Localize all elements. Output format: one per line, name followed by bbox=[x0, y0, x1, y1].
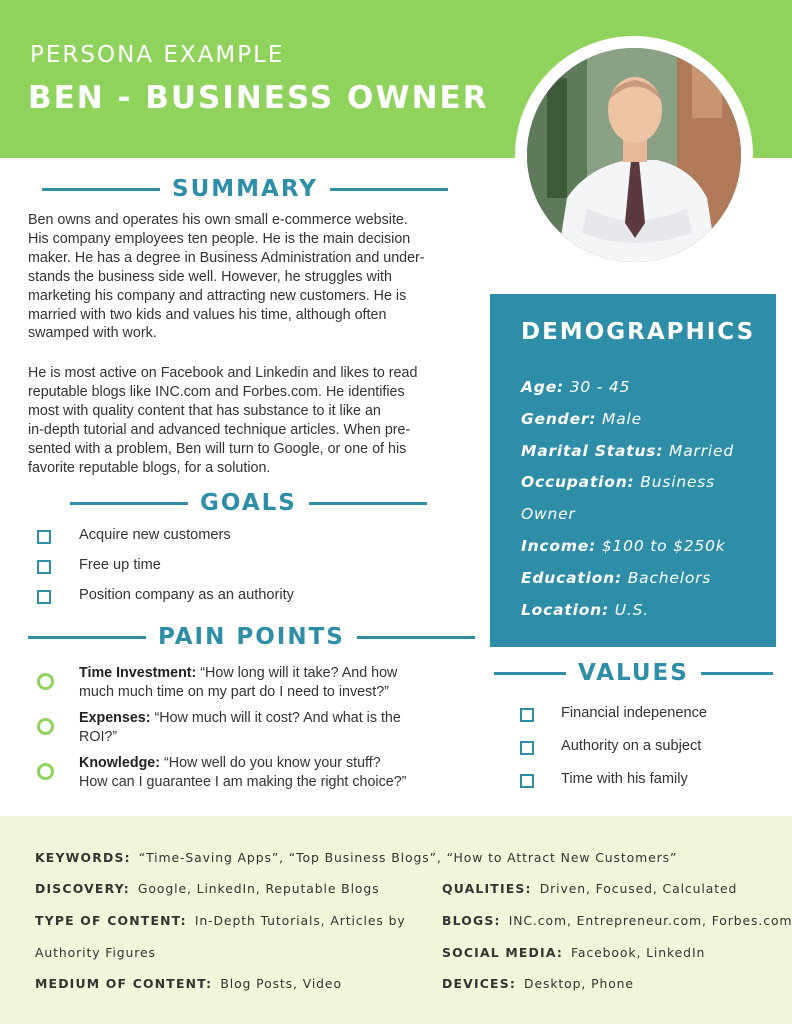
summary-heading bbox=[42, 176, 448, 202]
demographics-panel bbox=[490, 294, 776, 647]
value-item bbox=[520, 738, 780, 771]
heading-rule bbox=[357, 636, 475, 639]
footer-value: Google, LinkedIn, Reputable Blogs bbox=[137, 881, 380, 896]
summary-line: marketing his company and attracting new customers. He is bbox=[28, 287, 407, 304]
demographic-value: Married bbox=[663, 441, 734, 460]
checkbox-icon bbox=[37, 530, 51, 544]
checkbox-icon bbox=[520, 774, 534, 788]
footer-qualities bbox=[442, 881, 737, 896]
goals-list bbox=[37, 527, 457, 617]
demographic-item bbox=[521, 467, 761, 499]
goal-item bbox=[37, 587, 457, 617]
footer-value: Blog Posts, Video bbox=[220, 976, 342, 991]
demographic-key: Income: bbox=[521, 536, 597, 555]
summary-paragraph-2 bbox=[28, 364, 463, 477]
summary-heading-text: SUMMARY bbox=[172, 176, 318, 202]
value-item bbox=[520, 705, 780, 738]
persona-photo bbox=[527, 48, 741, 262]
demographic-key: Gender: bbox=[521, 409, 597, 428]
circle-bullet-icon bbox=[37, 718, 54, 735]
footer-discovery bbox=[35, 881, 380, 896]
pain-point-text: How can I guarantee I am making the right choice?” bbox=[79, 774, 407, 790]
footer-value: INC.com, Entrepreneur.com, Forbes.com bbox=[508, 913, 792, 928]
summary-line: sented with a problem, Ben will turn to Google, or one of his bbox=[28, 440, 407, 457]
summary-line: His company employees ten people. He is the main decision bbox=[28, 230, 411, 247]
demographics-list bbox=[521, 372, 761, 626]
values-list bbox=[520, 705, 780, 804]
footer-value: Desktop, Phone bbox=[524, 976, 634, 991]
goals-heading-text: GOALS bbox=[200, 490, 297, 516]
heading-rule bbox=[330, 188, 448, 191]
demographic-item bbox=[521, 404, 761, 436]
demographic-value: Bachelors bbox=[621, 568, 712, 587]
pain-points-heading bbox=[28, 624, 475, 650]
demographic-value: $100 to $250k bbox=[596, 536, 726, 555]
summary-line: most with quality content that has substance to it like an bbox=[28, 402, 381, 419]
footer-key: KEYWORDS: bbox=[35, 850, 131, 865]
demographic-key: Location: bbox=[521, 600, 609, 619]
demographic-key: Education: bbox=[521, 568, 622, 587]
demographic-item bbox=[521, 531, 761, 563]
value-label: Authority on a subject bbox=[561, 738, 702, 754]
demographic-item bbox=[521, 372, 761, 404]
heading-rule bbox=[701, 672, 773, 675]
value-label: Time with his family bbox=[561, 771, 688, 787]
goals-heading bbox=[70, 490, 427, 516]
summary-line: in-depth tutorial and advanced technique articles. When pre- bbox=[28, 421, 411, 438]
footer-key: DEVICES: bbox=[442, 976, 516, 991]
footer-blogs bbox=[442, 913, 792, 928]
footer-value: Driven, Focused, Calculated bbox=[539, 881, 738, 896]
goal-label: Position company as an authority bbox=[79, 587, 294, 603]
summary-line: married with two kids and values his time, although often bbox=[28, 306, 387, 323]
footer-value: Facebook, LinkedIn bbox=[571, 945, 706, 960]
heading-rule bbox=[28, 636, 146, 639]
goal-label: Free up time bbox=[79, 557, 161, 573]
demographic-value: Owner bbox=[521, 505, 576, 524]
footer-key: QUALITIES: bbox=[442, 881, 532, 896]
footer-key: MEDIUM OF CONTENT: bbox=[35, 976, 213, 991]
heading-rule bbox=[494, 672, 566, 675]
values-heading bbox=[494, 660, 773, 686]
pain-points-list bbox=[36, 664, 466, 799]
circle-bullet-icon bbox=[37, 763, 54, 780]
summary-line: stands the business side well. However, he struggles with bbox=[28, 268, 392, 285]
summary-line: swamped with work. bbox=[28, 325, 157, 342]
persona-eyebrow: PERSONA EXAMPLE bbox=[30, 42, 285, 68]
heading-rule bbox=[309, 502, 427, 505]
summary-line: favorite reputable blogs, for a solution. bbox=[28, 459, 271, 476]
value-item bbox=[520, 771, 780, 804]
pain-point-item bbox=[36, 664, 466, 702]
pain-point-label: Time Investment: bbox=[79, 665, 197, 681]
goal-item bbox=[37, 527, 457, 557]
footer-value: In-Depth Tutorials, Articles by bbox=[194, 913, 406, 928]
value-label: Financial indepenence bbox=[561, 705, 708, 721]
demographic-item bbox=[521, 563, 761, 595]
footer-key: TYPE OF CONTENT: bbox=[35, 913, 187, 928]
heading-rule bbox=[42, 188, 160, 191]
pain-point-text: “How well do you know your stuff? bbox=[160, 755, 381, 771]
pain-point-text: much much time on my part do I need to invest?” bbox=[79, 684, 389, 700]
checkbox-icon bbox=[37, 560, 51, 574]
demographics-heading: DEMOGRAPHICS bbox=[521, 319, 756, 345]
checkbox-icon bbox=[520, 741, 534, 755]
demographic-value: Male bbox=[596, 409, 642, 428]
pain-points-heading-text: PAIN POINTS bbox=[158, 624, 345, 650]
pain-point-text: ROI?” bbox=[79, 729, 118, 745]
footer-type-of-content bbox=[35, 913, 406, 928]
demographic-key: Age: bbox=[521, 378, 565, 396]
footer-key: BLOGS: bbox=[442, 913, 501, 928]
pain-point-item bbox=[36, 754, 466, 792]
footer-medium-of-content bbox=[35, 976, 342, 991]
goal-label: Acquire new customers bbox=[79, 527, 231, 543]
footer-type-of-content-cont bbox=[35, 945, 156, 960]
demographic-key: Marital Status: bbox=[521, 441, 664, 460]
footer-key: SOCIAL MEDIA: bbox=[442, 945, 564, 960]
demographic-item bbox=[521, 595, 761, 627]
footer-devices bbox=[442, 976, 634, 991]
footer-social-media bbox=[442, 945, 705, 960]
footer-keywords bbox=[35, 850, 677, 865]
demographic-value: 30 - 45 bbox=[564, 378, 631, 396]
demographic-item bbox=[521, 436, 761, 468]
goal-item bbox=[37, 557, 457, 587]
checkbox-icon bbox=[37, 590, 51, 604]
businessman-photo-illustration bbox=[527, 48, 741, 262]
persona-title: BEN - BUSINESS OWNER bbox=[28, 80, 489, 116]
footer-key: DISCOVERY: bbox=[35, 881, 130, 896]
demographic-value: Business bbox=[634, 473, 716, 492]
values-heading-text: VALUES bbox=[578, 660, 689, 686]
demographic-value: U.S. bbox=[608, 600, 649, 619]
pain-point-label: Expenses: bbox=[79, 710, 151, 726]
footer-value: Authority Figures bbox=[35, 945, 156, 960]
heading-rule bbox=[70, 502, 188, 505]
checkbox-icon bbox=[520, 708, 534, 722]
summary-line: Ben owns and operates his own small e-commerce website. bbox=[28, 212, 408, 228]
footer-details bbox=[0, 816, 792, 1024]
demographic-key: Occupation: bbox=[521, 473, 635, 492]
pain-point-text: “How much will it cost? And what is the bbox=[150, 710, 401, 726]
footer-value: “Time-Saving Apps”, “Top Business Blogs”, “How to Attract New Customers” bbox=[138, 850, 678, 865]
demographic-item bbox=[521, 499, 761, 531]
summary-line: maker. He has a degree in Business Administration and under- bbox=[28, 249, 425, 266]
summary-line: He is most active on Facebook and Linkedin and likes to read bbox=[28, 365, 418, 381]
summary-paragraph-1 bbox=[28, 211, 463, 343]
pain-point-label: Knowledge: bbox=[79, 755, 161, 771]
circle-bullet-icon bbox=[37, 673, 54, 690]
summary-line: reputable blogs like INC.com and Forbes.com. He identifies bbox=[28, 383, 405, 400]
pain-point-item bbox=[36, 709, 466, 747]
pain-point-text: “How long will it take? And how bbox=[196, 665, 398, 681]
